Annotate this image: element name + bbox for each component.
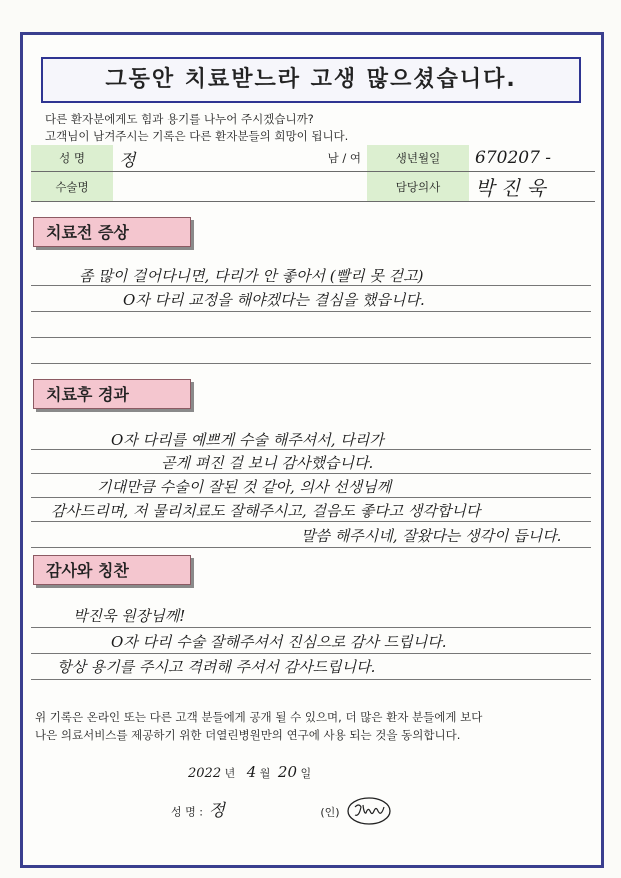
consent-line-1: 위 기록은 온라인 또는 다른 고객 분들에게 공개 될 수 있으며, 더 많은 환자 분들에게 보다 [35,710,483,724]
before-treatment-heading: 치료전 증상 [33,217,191,247]
birth-label: 생년월일 [367,145,469,172]
after-treatment-heading: 치료후 경과 [33,379,191,409]
thanks-heading: 감사와 칭찬 [33,555,191,585]
name-label: 성 명 [31,145,113,172]
handwritten-signature [345,795,393,830]
after-line-5: 말씀 해주시네, 잘왔다는 생각이 듭니다. [301,527,562,545]
thanks-lines [31,597,591,697]
date-year: 2022 [188,766,222,781]
after-line-3: 기대만큼 수술이 잘된 것 같아, 의사 선생님께 [97,478,392,496]
surgery-label: 수술명 [31,172,113,202]
survey-form [20,32,604,868]
birth-value: 670207 - [469,145,595,172]
signature-label: 성 명 : [171,805,203,819]
thanks-line-2: O자 다리 수술 잘해주셔서 진심으로 감사 드립니다. [111,633,447,651]
before-line-1: 좀 많이 걸어다니면, 다리가 안 좋아서 (빨리 못 걷고) [79,267,424,285]
date-day: 20 [277,763,298,781]
doctor-label: 담당의사 [367,172,469,202]
form-title: 그동안 치료받느라 고생 많으셨습니다. [41,57,581,103]
date-day-unit: 일 [300,767,312,780]
thanks-line-1: 박진욱 원장님께! [73,607,186,625]
before-line-2: O자 다리 교정을 해야겠다는 결심을 했읍니다. [123,291,425,309]
name-value: 정 [113,145,275,172]
patient-info-table [31,145,595,202]
signature-row [171,795,393,830]
after-line-2: 곧게 펴진 걸 보니 감사했습니다. [161,454,374,472]
thanks-line-3: 항상 용기를 주시고 격려해 주셔서 감사드립니다. [57,658,376,676]
doctor-value: 박 진 욱 [469,172,595,202]
after-line-4: 감사드리며, 저 물리치료도 잘해주시고, 걸음도 좋다고 생각합니다 [51,502,481,520]
surgery-value [113,172,367,202]
before-treatment-lines [31,257,591,367]
date-month-unit: 월 [259,767,271,780]
date-year-unit: 년 [224,767,236,780]
intro-line-2: 고객님이 남겨주시는 기록은 다른 환자분들의 희망이 됩니다. [45,129,349,143]
after-treatment-lines [31,421,591,561]
date-month: 4 [246,763,257,781]
after-line-1: O자 다리를 예쁘게 수술 해주셔서, 다리가 [111,431,384,449]
consent-line-2: 나은 의료서비스를 제공하기 위한 더열린병원만의 연구에 사용 되는 것을 동의합니다. [35,728,461,742]
seal-label: (인) [320,805,340,819]
signature-name: 정 [208,800,225,821]
form-date [188,763,311,781]
intro-line-1: 다른 환자분에게도 힘과 용기를 나누어 주시겠습니까? [45,112,314,126]
gender-field: 남 / 여 [275,145,367,172]
